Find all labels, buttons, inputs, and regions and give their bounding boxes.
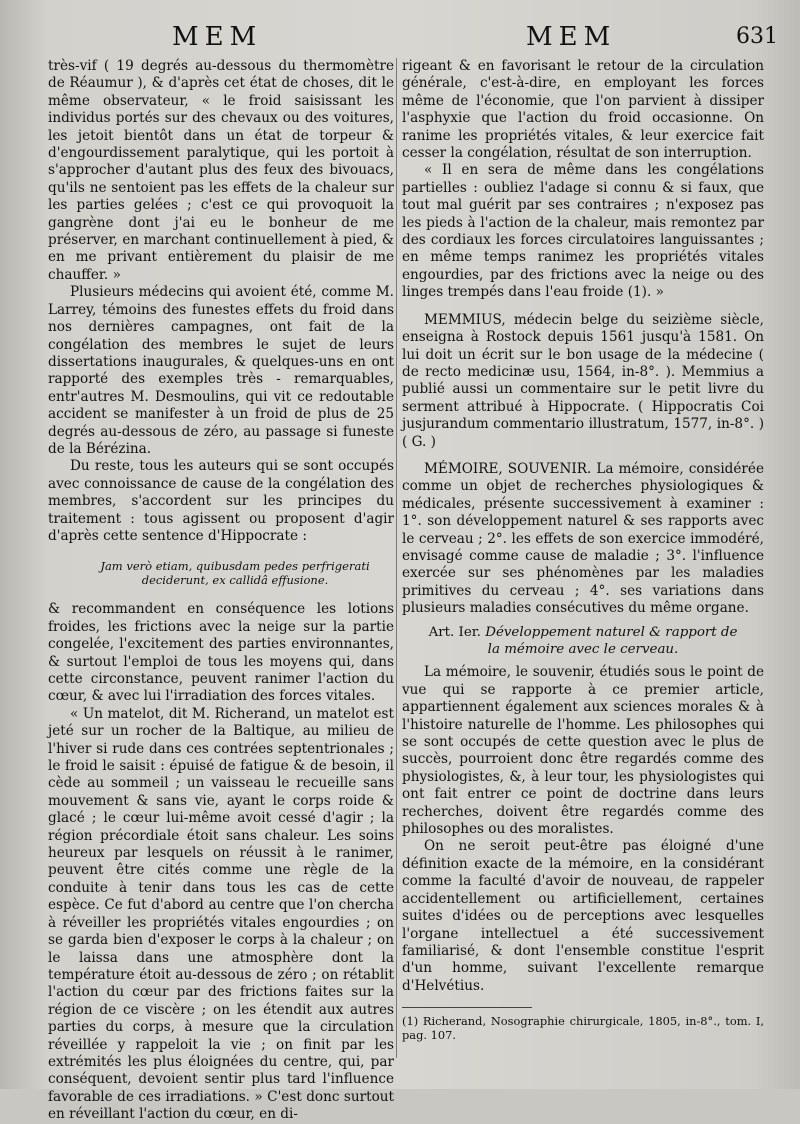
paragraph: On ne seroit peut-être pas éloigné d'une définition exacte de la mémoire, en la considérant comme la faculté d'avoir de nouveau, de rappeler accidentellement ou artificiellement, certaines suites d'idées ou de perceptions avec lesquelles l'organe intellectuel a été successivement familiarisé, & dont l'ensemble constitue l'esprit d'un homme, suivant l'excellente remarque d'Helvétius. [402, 838, 764, 994]
column-divider [396, 58, 397, 1058]
latin-quotation [88, 559, 382, 587]
paragraph: rigeant & en favorisant le retour de la circulation générale, c'est-à-dire, en employant les forces même de l'économie, que l'on parvient à dissiper l'asphyxie que l'action du froid occasionne. On ranime les propriétés vitales, & leur exercice fait cesser la congélation, résultat de son interruption. [402, 58, 764, 162]
paragraph: & recommandent en conséquence les lotions froides, les frictions avec la neige sur la partie congelée, l'excitement des parties environnantes, & surtout l'emploi de tous les moyens qui, dans cette circonstance, peuvent ranimer l'action du cœur, & avec lui l'irradiation des forces vitales. [48, 601, 394, 705]
paragraph: Du reste, tous les auteurs qui se sont occupés avec connoissance de cause de la congélation des membres, s'accordent sur les principes du traitement : tous agissent ou proposent d'agir d'après cette sentence d'Hippocrate : [48, 458, 394, 544]
article-label: Art. Ier. [428, 624, 481, 640]
entry-memmius: MEMMIUS, médecin belge du seizième siècle, enseigna à Rostock depuis 1561 jusqu'à 1581. On lui doit un écrit sur le bon usage de la médecine ( de recto medicinæ usu, 1564, in-8°. ). Memmius a publié aussi un commentaire sur le petit livre du serment attribué à Hippocrate. ( Hippocratis Coi jusjurandum commentario illustratum, 1577, in-8°. ) ( G. ) [402, 311, 764, 450]
latin-line: deciderunt, ex callidâ effusione. [141, 573, 329, 588]
paragraph: La mémoire, le souvenir, étudiés sous le point de vue qui se rapporte à ce premier article, appartiennent également aux sciences morales & à l'histoire naturelle de l'homme. Les philosophes qui se sont occupés de cette question avec le plus de succès, pourroient donc être regardés comme des physiologistes, &, à leur tour, les physiologistes qui ont fait entrer ce point de doctrine dans leurs recherches, doivent être regardés comme des philosophes ou des moralistes. [402, 664, 764, 838]
header-left-word: MEM [172, 22, 263, 52]
paragraph: très-vif ( 19 degrés au-dessous du thermomètre de Réaumur ), & d'après cet état de choses, dit le même observateur, « le froid saisissant les individus portés sur des chevaux ou des voitures, les jetoit bientôt dans un état de torpeur & d'engourdissement paralytique, qui les portoit à s'approcher d'autant plus des feux des bivouacs, qu'ils ne sentoient pas les effets de la chaleur sur les parties gelées ; c'est ce qui provoquoit la gangrène dont j'ai eu le bonheur de me préserver, en marchant continuellement à pied, & en me privant entièrement du plaisir de me chauffer. » [48, 58, 394, 283]
right-column [402, 58, 764, 1042]
footnote: (1) Richerand, Nosographie chirurgicale, 1805, in-8°., tom. I, pag. 107. [402, 1014, 764, 1043]
paragraph: « Il en sera de même dans les congélations partielles : oubliez l'adage si connu & si faux, que tout mal guérit par ses contraires ; n'exposez pas les pieds à l'action de la chaleur, mais remontez par des cordiaux les forces circulatoires languissantes ; en même temps ranimez les propriétés vitales engourdies, par des frictions avec la neige ou des linges trempés dans l'eau froide (1). » [402, 162, 764, 301]
footnote-rule [402, 1007, 532, 1008]
running-header [0, 22, 800, 56]
entry-memoire: MÉMOIRE, SOUVENIR. La mémoire, considérée comme un objet de recherches physiologiques & médicales, présente successivement à examiner : 1°. son développement naturel & ses rapports avec le cerveau ; 2°. les effets de son exercice immodéré, envisagé comme cause de maladie ; 3°. l'influence exercée sur ses phénomènes par les maladies primitives du cerveau ; 4°. ses variations dans plusieurs maladies consécutives du même organe. [402, 460, 764, 617]
paragraph: Plusieurs médecins qui avoient été, comme M. Larrey, témoins des funestes effets du froid dans nos dernières campagnes, ont fait de la congélation des membres le sujet de leurs dissertations inaugurales, & quelques-uns en ont rapporté des exemples très - remarquables, entr'autres M. Desmoulins, qui vit ce redoutable accident se manifester à un froid de plus de 25 degrés au-dessous de zéro, au passage si funeste de la Bérézina. [48, 284, 394, 457]
left-column [48, 58, 394, 1124]
page-number: 631 [736, 24, 778, 49]
header-right-word: MEM [526, 22, 617, 52]
article-heading [402, 624, 764, 659]
article-title: Développement naturel & rapport de [485, 624, 738, 640]
latin-line: Jam verò etiam, quibusdam pedes perfrigerati [100, 559, 370, 574]
paragraph: « Un matelot, dit M. Richerand, un matelot est jeté sur un rocher de la Baltique, au milieu de l'hiver si rude dans ces contrées septentrionales ; le froid le saisit : épuisé de fatigue & de besoin, il cède au sommeil ; un vaisseau le recueille sans mouvement & sans vie, ayant le corps roide & glacé ; le cœur lui-même avoit cessé d'agir ; la région précordiale étoit sans chaleur. Les soins heureux par lesquels on réussit à le ranimer, peuvent être cités comme une règle de la conduite à tenir dans tous les cas de cette espèce. Ce fut d'abord au centre que l'on chercha à réveiller les propriétés vitales engourdies ; on se garda bien d'exposer le corps à la chaleur ; on le laissa dans une atmosphère dont la température étoit au-dessous de zéro ; on rétablit l'action du cœur par des frictions faites sur la région de ce viscère ; on les étendit aux autres parties du corps, à mesure que la circulation réveillée y rappeloit la vie ; on finit par les extrémités les plus éloignées du centre, qui, par conséquent, devoient sentir plus tard l'influence favorable de ces irradiations. » C'est donc surtout en réveillant l'action du cœur, en di- [48, 705, 394, 1123]
article-title: la mémoire avec le cerveau. [487, 642, 679, 657]
